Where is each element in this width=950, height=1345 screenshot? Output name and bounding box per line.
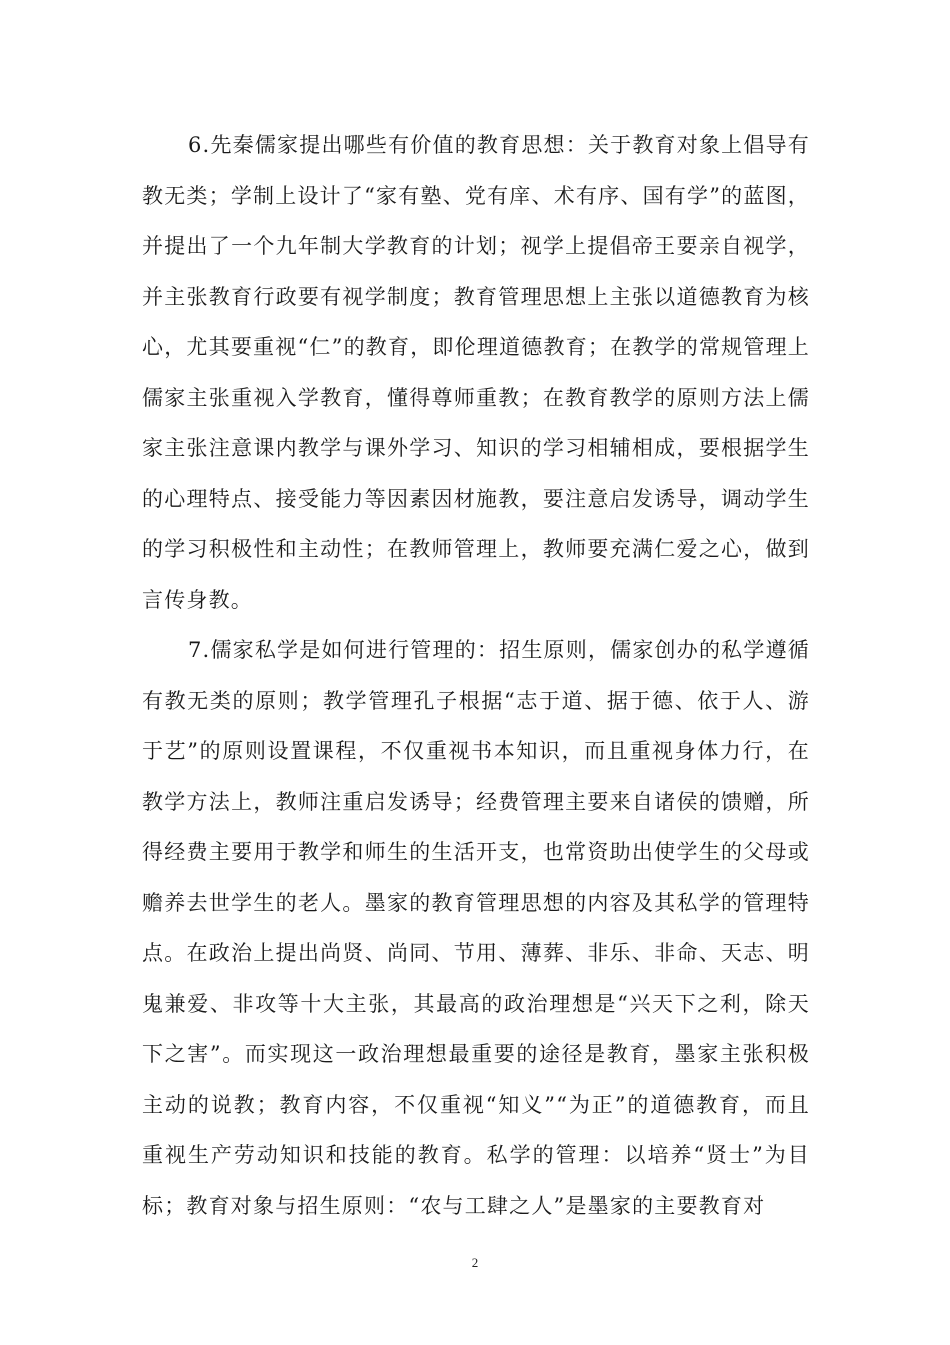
body-text	[142, 120, 810, 1231]
page-number: 2	[471, 1255, 479, 1270]
paragraph-7: 7.儒家私学是如何进行管理的：招生原则，儒家创办的私学遵循有教无类的原则；教学管理孔子根据“志于道、据于德、依于人、游于艺”的原则设置课程，不仅重视书本知识，而且重视身体力行，在教学方法上，教师注重启发诱导；经费管理主要来自诸侯的馈赠，所得经费主要用于教学和师生的生活开支，也常资助出使学生的父母或赡养去世学生的老人。墨家的教育管理思想的内容及其私学的管理特点。在政治上提出尚贤、尚同、节用、薄葬、非乐、非命、天志、明鬼兼爱、非攻等十大主张，其最高的政治理想是“兴天下之利，除天下之害”。而实现这一政治理想最重要的途径是教育，墨家主张积极主动的说教；教育内容，不仅重视“知义”“为正”的道德教育，而且重视生产劳动知识和技能的教育。私学的管理：以培养“贤士”为目标；教育对象与招生原则：“农与工肆之人”是墨家的主要教育对	[142, 638, 810, 1218]
paragraph-6: 6.先秦儒家提出哪些有价值的教育思想：关于教育对象上倡导有教无类；学制上设计了“家有塾、党有庠、术有序、国有学”的蓝图，并提出了一个九年制大学教育的计划；视学上提倡帝王要亲自视学，并主张教育行政要有视学制度；教育管理思想上主张以道德教育为核心，尤其要重视“仁”的教育，即伦理道德教育；在教学的常规管理上儒家主张重视入学教育，懂得尊师重教；在教育教学的原则方法上儒家主张注意课内教学与课外学习、知识的学习相辅相成，要根据学生的心理特点、接受能力等因素因材施教，要注意启发诱导，调动学生的学习积极性和主动性；在教师管理上，教师要充满仁爱之心，做到言传身教。	[142, 133, 810, 612]
